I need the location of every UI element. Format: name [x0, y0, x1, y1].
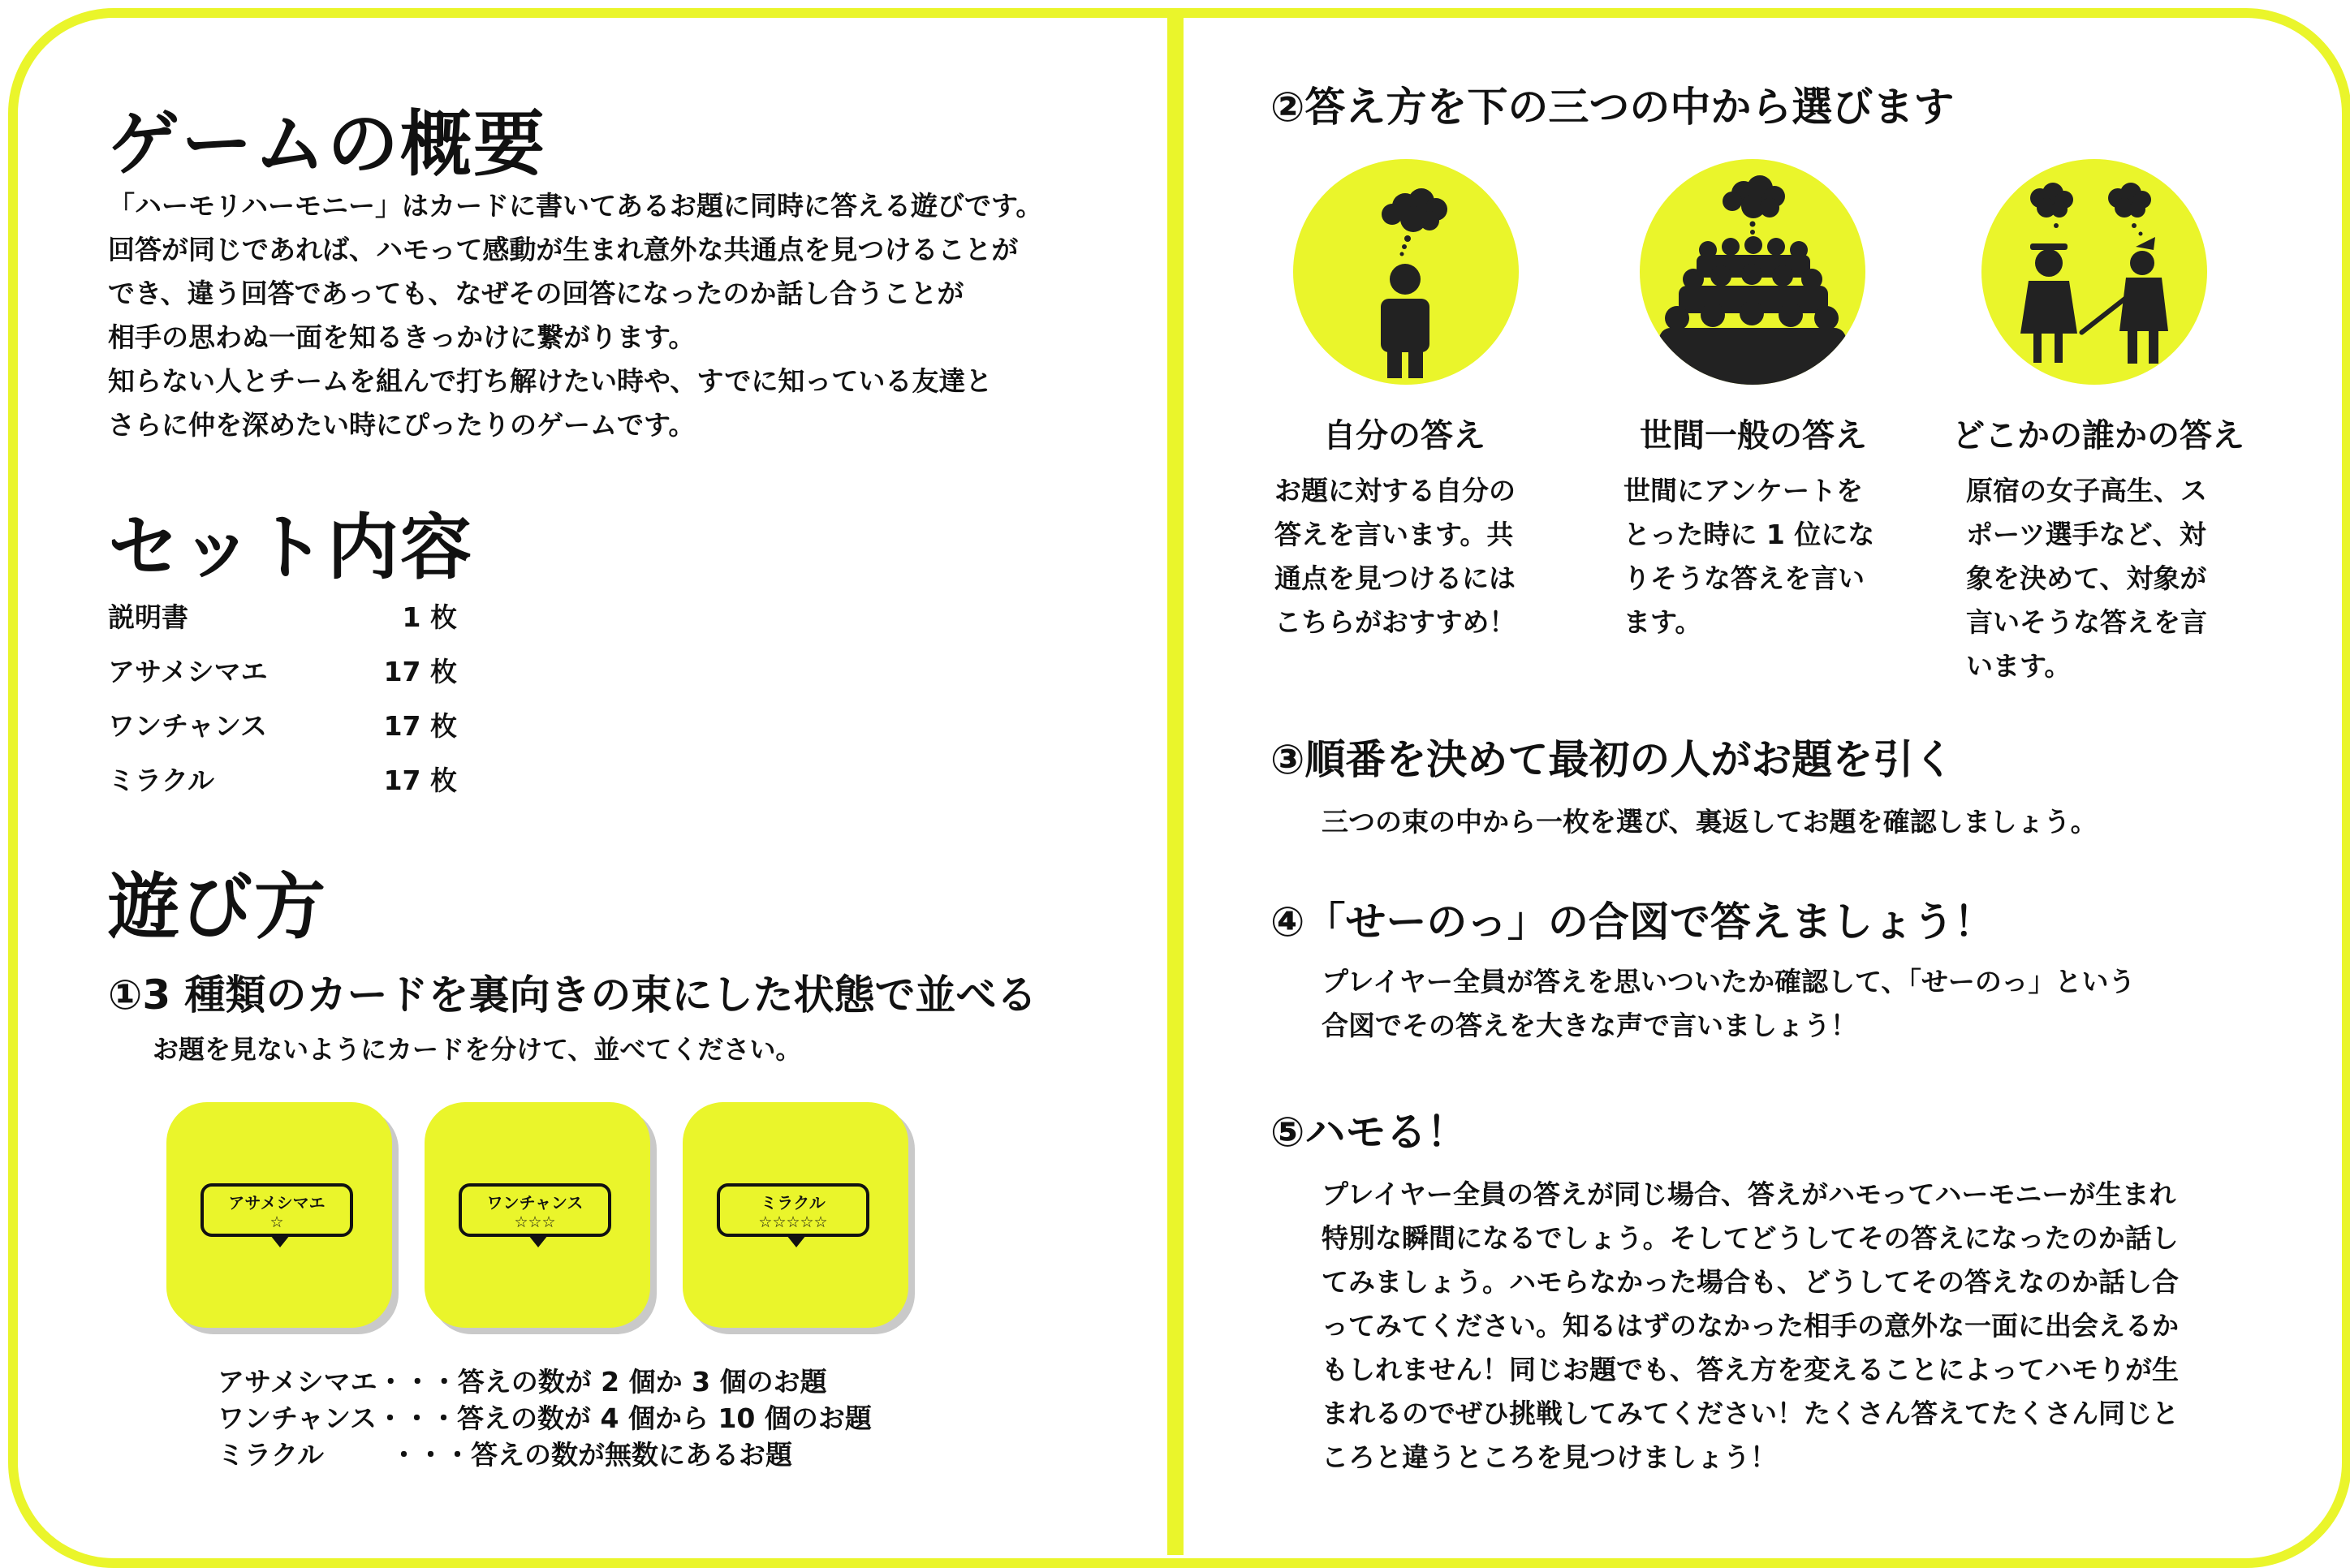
- step4-line: 合図でその答えを大きな声で言いましょう！: [1322, 1010, 1857, 1041]
- step4-title: ④「せーのっ」の合図で答えましょう！: [1270, 898, 1994, 946]
- step4-line: プレイヤー全員が答えを思いついたか確認して、「せーのっ」という: [1322, 966, 2136, 997]
- step5-line: ころと違うところを見つけましょう！: [1322, 1441, 1777, 1473]
- set-item-name: 説明書: [108, 601, 188, 633]
- legend-desc: ・・・答えの数が 2 個か 3 個のお題: [377, 1366, 827, 1398]
- set-item-name: ミラクル: [108, 765, 215, 796]
- step4-text: [1322, 960, 2136, 1048]
- star-icon: ☆☆☆☆☆: [758, 1213, 828, 1231]
- card-label: アサメシマエ: [228, 1193, 326, 1213]
- overview-line: 回答が同じであれば、ハモって感動が生まれ意外な共通点を見つけることが: [108, 234, 1019, 265]
- set-item-name: アサメシマエ: [108, 656, 268, 687]
- step5-line: プレイヤー全員の答えが同じ場合、答えがハモってハーモニーが生まれ: [1322, 1178, 2176, 1210]
- card-label: ミラクル: [761, 1193, 826, 1213]
- step3-text: [1322, 800, 2098, 844]
- mode-desc-line: ポーツ選手など、対: [1966, 519, 2206, 550]
- legend-row: [218, 1437, 872, 1473]
- set-contents-heading: セット内容: [108, 506, 474, 589]
- step2-title: ②答え方を下の三つの中から選びます: [1270, 84, 1955, 131]
- overview-heading: ゲームの概要: [108, 102, 547, 186]
- mode-desc-line: 言いそうな答えを言: [1966, 606, 2207, 638]
- set-item-qty: 1 枚: [402, 601, 457, 633]
- mode-title-self: 自分の答え: [1323, 417, 1485, 454]
- how-to-play-heading: 遊び方: [108, 865, 328, 949]
- mode-desc-line: 通点を見つけるには: [1274, 562, 1516, 594]
- step5-title: ⑤ハモる！: [1270, 1109, 1468, 1156]
- characters-thinking-icon: [1981, 159, 2207, 385]
- legend-name: ミラクル: [218, 1439, 325, 1471]
- step3-line: 三つの束の中から一枚を選び、裏返してお題を確認しましょう。: [1322, 806, 2098, 838]
- set-item-name: ワンチャンス: [108, 710, 268, 742]
- card-wanchansu: [425, 1102, 650, 1328]
- set-item-qty: 17 枚: [383, 710, 457, 742]
- mode-desc-public: [1623, 469, 1874, 644]
- set-item-qty: 17 枚: [383, 656, 457, 687]
- mode-desc-line: こちらがおすすめ！: [1274, 606, 1516, 638]
- overview-line: さらに仲を深めたい時にぴったりのゲームです。: [108, 409, 696, 441]
- legend-row: [218, 1363, 872, 1400]
- card-asameshimae: [166, 1102, 392, 1328]
- mode-desc-line: お題に対する自分の: [1274, 475, 1516, 506]
- mode-desc-line: りそうな答えを言い: [1623, 562, 1865, 594]
- mode-desc-line: います。: [1966, 650, 2072, 682]
- mode-desc-line: 答えを言います。共: [1274, 519, 1514, 550]
- thinking-person-icon: [1293, 159, 1519, 385]
- set-item: [108, 760, 457, 798]
- center-divider: [1167, 11, 1184, 1555]
- card-label-bubble: [459, 1183, 611, 1237]
- mode-desc-line: ます。: [1623, 606, 1702, 638]
- star-icon: ☆: [269, 1213, 284, 1231]
- step5-text: [1322, 1173, 2179, 1480]
- crowd-thinking-icon: [1640, 159, 1865, 385]
- step5-line: 特別な瞬間になるでしょう。そしてどうしてその答えになったのか話し: [1322, 1222, 2179, 1254]
- overview-line: でき、違う回答であっても、なぜその回答になったのか話し合うことが: [108, 278, 964, 309]
- mode-desc-line: とった時に 1 位にな: [1623, 519, 1875, 550]
- card-label-bubble: [201, 1183, 353, 1237]
- step5-line: ってみてください。知るはずのなかった相手の意外な一面に出会えるか: [1322, 1310, 2179, 1342]
- card-label-bubble: [717, 1183, 869, 1237]
- step5-line: もしれません！同じお題でも、答え方を変えることによってハモりが生: [1322, 1354, 2179, 1385]
- legend-desc: ・・・答えの数が 4 個から 10 個のお題: [377, 1402, 872, 1434]
- legend-desc: ・・・答えの数が無数にあるお題: [390, 1439, 792, 1471]
- overview-line: 「ハーモリハーモニー」はカードに書いてあるお題に同時に答える遊びです。: [108, 190, 1043, 222]
- step1-desc: お題を見ないようにカードを分けて、並べてください。: [153, 1034, 802, 1065]
- step1-title: ①3 種類のカードを裏向きの束にした状態で並べる: [108, 971, 1037, 1019]
- mode-desc-self: [1274, 469, 1516, 644]
- mode-title-someone: どこかの誰かの答え: [1952, 417, 2244, 454]
- star-icon: ☆☆☆: [514, 1213, 556, 1231]
- step5-line: まれるのでぜひ挑戦してみてください！たくさん答えてたくさん同じと: [1322, 1398, 2179, 1429]
- mode-desc-line: 世間にアンケートを: [1623, 475, 1864, 506]
- mode-desc-line: 象を決めて、対象が: [1966, 562, 2207, 594]
- mode-desc-someone: [1966, 469, 2207, 688]
- overview-text: [108, 184, 1042, 447]
- set-item: [108, 705, 457, 743]
- mode-title-public: 世間一般の答え: [1640, 417, 1867, 454]
- overview-line: 知らない人とチームを組んで打ち解けたい時や、すでに知っている友達と: [108, 365, 993, 397]
- overview-line: 相手の思わぬ一面を知るきっかけに繋がります。: [108, 321, 696, 353]
- card-legend: [218, 1363, 872, 1473]
- card-label: ワンチャンス: [486, 1193, 584, 1213]
- legend-row: [218, 1400, 872, 1437]
- set-item: [108, 651, 457, 689]
- mode-desc-line: 原宿の女子高生、ス: [1966, 475, 2207, 506]
- legend-name: ワンチャンス: [218, 1402, 377, 1434]
- legend-name: アサメシマエ: [218, 1366, 377, 1398]
- card-mirakuru: [683, 1102, 908, 1328]
- set-item: [108, 597, 457, 635]
- step5-line: てみましょう。ハモらなかった場合も、どうしてその答えなのか話し合: [1322, 1266, 2179, 1298]
- set-item-qty: 17 枚: [383, 765, 457, 796]
- step3-title: ③順番を決めて最初の人がお題を引く: [1270, 736, 1955, 783]
